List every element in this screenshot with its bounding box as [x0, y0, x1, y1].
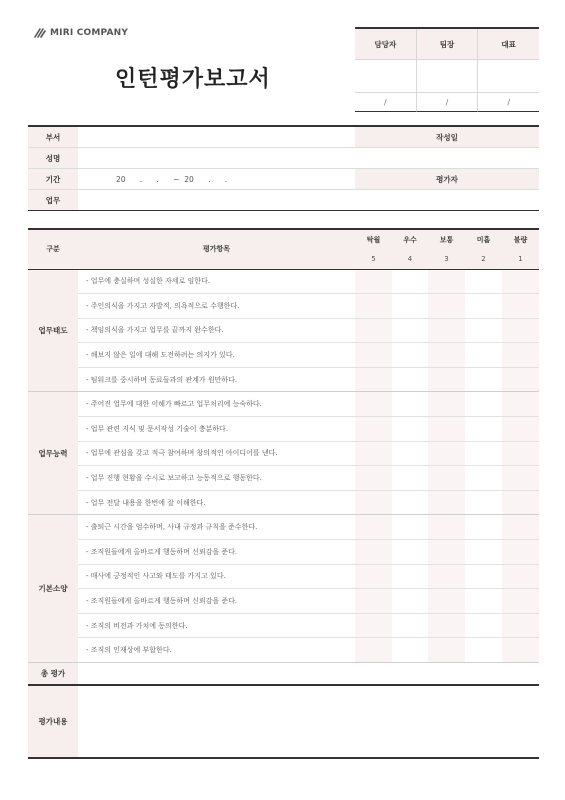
- department-field[interactable]: [78, 127, 355, 147]
- score-cell[interactable]: [355, 564, 392, 589]
- score-cell[interactable]: [355, 466, 392, 491]
- evaluation-item: - 업무 관련 지식 및 문서작성 기술이 충분하다.: [78, 417, 355, 442]
- score-cell[interactable]: [428, 564, 465, 589]
- evaluation-item: - 매사에 긍정적인 사고와 태도를 가지고 있다.: [78, 564, 355, 589]
- score-cell[interactable]: [502, 589, 539, 614]
- score-cell[interactable]: [355, 367, 392, 392]
- evaluation-item: - 업무 전달 내용을 한번에 잘 이해한다.: [78, 490, 355, 515]
- duty-label: 업무: [28, 190, 78, 210]
- score-cell[interactable]: [502, 343, 539, 368]
- score-cell[interactable]: [502, 540, 539, 565]
- approval-box: [355, 27, 539, 112]
- evaluation-item: - 주어진 업무에 대한 이해가 빠르고 업무처리에 능숙하다.: [78, 392, 355, 417]
- table-row: [28, 638, 539, 663]
- score-cell[interactable]: [502, 515, 539, 540]
- approval-date-staff[interactable]: /: [355, 92, 416, 112]
- logo-mark-icon: [34, 28, 46, 38]
- score-cell[interactable]: [465, 269, 502, 294]
- total-label: 총 평가: [28, 663, 78, 685]
- score-cell[interactable]: [392, 269, 428, 294]
- score-cell[interactable]: [355, 294, 392, 319]
- total-field[interactable]: [78, 663, 539, 685]
- category-cell: 기본소양: [28, 515, 78, 663]
- score-cell[interactable]: [392, 589, 428, 614]
- score-cell[interactable]: [392, 613, 428, 638]
- score-cell[interactable]: [465, 367, 502, 392]
- score-cell[interactable]: [502, 564, 539, 589]
- table-row: [28, 564, 539, 589]
- evaluation-item: - 업무에 관심을 갖고 적극 참여하며 창의적인 아이디어를 낸다.: [78, 441, 355, 466]
- score-cell[interactable]: [392, 318, 428, 343]
- score-cell[interactable]: [465, 515, 502, 540]
- grade-label: 불량: [502, 229, 539, 249]
- category-header: 구분: [28, 229, 78, 269]
- table-row: [28, 466, 539, 491]
- score-cell[interactable]: [465, 441, 502, 466]
- evaluation-item: - 출퇴근 시간을 엄수하며, 사내 규정과 규칙을 준수한다.: [78, 515, 355, 540]
- score-cell[interactable]: [428, 294, 465, 319]
- score-cell[interactable]: [392, 515, 428, 540]
- grade-score: 2: [465, 249, 502, 269]
- table-row: [28, 515, 539, 540]
- grade-label: 탁월: [355, 229, 392, 249]
- name-label: 성명: [28, 148, 78, 168]
- department-label: 부서: [28, 127, 78, 147]
- grade-label: 우수: [392, 229, 428, 249]
- table-row: [28, 269, 539, 294]
- evaluation-item: - 업무에 충실하며 성실한 자세로 임한다.: [78, 269, 355, 294]
- evaluation-item: - 책임의식을 가지고 업무를 끝까지 완수한다.: [78, 318, 355, 343]
- score-cell[interactable]: [465, 392, 502, 417]
- score-cell[interactable]: [392, 540, 428, 565]
- score-cell[interactable]: [428, 318, 465, 343]
- score-cell[interactable]: [502, 294, 539, 319]
- score-cell[interactable]: [355, 269, 392, 294]
- score-cell[interactable]: [428, 392, 465, 417]
- item-header: 평가항목: [78, 229, 355, 269]
- period-field[interactable]: 20 . . ~ 20 . .: [116, 174, 228, 184]
- table-row: [28, 613, 539, 638]
- name-field[interactable]: [78, 148, 355, 168]
- score-cell[interactable]: [392, 392, 428, 417]
- score-cell[interactable]: [502, 638, 539, 663]
- score-cell[interactable]: [428, 613, 465, 638]
- score-cell[interactable]: [392, 343, 428, 368]
- score-cell[interactable]: [502, 417, 539, 442]
- score-cell[interactable]: [502, 441, 539, 466]
- table-row: [28, 490, 539, 515]
- written-date-field[interactable]: [355, 148, 539, 168]
- score-cell[interactable]: [355, 441, 392, 466]
- score-cell[interactable]: [392, 490, 428, 515]
- score-cell[interactable]: [502, 318, 539, 343]
- evaluator-label: 평가자: [355, 169, 539, 189]
- score-cell[interactable]: [502, 466, 539, 491]
- period-label: 기간: [28, 169, 78, 189]
- score-cell[interactable]: [355, 318, 392, 343]
- table-row: [28, 318, 539, 343]
- content-label: 평가내용: [28, 685, 78, 758]
- score-cell[interactable]: [502, 392, 539, 417]
- score-cell[interactable]: [465, 318, 502, 343]
- approval-role-ceo: 대표: [477, 29, 539, 59]
- score-cell[interactable]: [465, 589, 502, 614]
- evaluation-item: - 팀워크를 중시하며 동료들과의 관계가 원만하다.: [78, 367, 355, 392]
- evaluation-item: - 조직원들에게 올바르게 행동하며 신뢰감을 준다.: [78, 540, 355, 565]
- table-row: [28, 540, 539, 565]
- score-cell[interactable]: [392, 466, 428, 491]
- info-section: [28, 125, 539, 211]
- score-cell[interactable]: [502, 269, 539, 294]
- score-cell[interactable]: [465, 417, 502, 442]
- grade-score: 5: [355, 249, 392, 269]
- table-row: [28, 392, 539, 417]
- score-cell[interactable]: [502, 367, 539, 392]
- grade-score: 4: [392, 249, 428, 269]
- document-title: 인턴평가보고서: [115, 67, 271, 92]
- approval-date-ceo[interactable]: /: [477, 92, 539, 112]
- approval-role-leader: 팀장: [416, 29, 478, 59]
- score-cell[interactable]: [502, 613, 539, 638]
- table-row: [28, 417, 539, 442]
- score-cell[interactable]: [355, 540, 392, 565]
- evaluation-item: - 조직의 인재상에 부합한다.: [78, 638, 355, 663]
- score-cell[interactable]: [465, 638, 502, 663]
- grade-score: 3: [428, 249, 465, 269]
- evaluation-item: - 업무 진행 현황을 수시로 보고하고 능동적으로 행동한다.: [78, 466, 355, 491]
- evaluation-item: - 해보지 않은 일에 대해 도전하려는 의지가 있다.: [78, 343, 355, 368]
- score-cell[interactable]: [428, 490, 465, 515]
- score-cell[interactable]: [465, 294, 502, 319]
- score-cell[interactable]: [428, 343, 465, 368]
- score-cell[interactable]: [392, 417, 428, 442]
- score-cell[interactable]: [392, 294, 428, 319]
- score-cell[interactable]: [355, 417, 392, 442]
- score-cell[interactable]: [428, 515, 465, 540]
- approval-role-staff: 담당자: [355, 29, 416, 59]
- score-cell[interactable]: [465, 540, 502, 565]
- content-field[interactable]: [78, 685, 539, 758]
- score-cell[interactable]: [502, 490, 539, 515]
- score-cell[interactable]: [355, 490, 392, 515]
- score-cell[interactable]: [355, 613, 392, 638]
- score-cell[interactable]: [428, 540, 465, 565]
- category-cell: 업무태도: [28, 269, 78, 392]
- score-cell[interactable]: [355, 392, 392, 417]
- score-cell[interactable]: [355, 343, 392, 368]
- score-cell[interactable]: [428, 441, 465, 466]
- evaluation-item: - 주인의식을 가지고 자발적, 의욕적으로 수행한다.: [78, 294, 355, 319]
- approval-sign-ceo[interactable]: [477, 59, 539, 92]
- duty-field[interactable]: [78, 190, 355, 210]
- score-cell[interactable]: [465, 564, 502, 589]
- evaluation-table: [28, 228, 539, 759]
- score-cell[interactable]: [392, 564, 428, 589]
- score-cell[interactable]: [465, 466, 502, 491]
- score-cell[interactable]: [355, 589, 392, 614]
- score-cell[interactable]: [392, 367, 428, 392]
- company-logo: [34, 28, 128, 38]
- table-row: [28, 441, 539, 466]
- score-cell[interactable]: [392, 441, 428, 466]
- category-cell: 업무능력: [28, 392, 78, 515]
- company-name: MIRI COMPANY: [50, 28, 129, 38]
- score-cell[interactable]: [428, 466, 465, 491]
- table-row: [28, 294, 539, 319]
- table-row: [28, 343, 539, 368]
- score-cell[interactable]: [428, 269, 465, 294]
- evaluation-item: - 조직원들에게 올바르게 행동하며 신뢰감을 준다.: [78, 589, 355, 614]
- score-cell[interactable]: [428, 638, 465, 663]
- grade-score: 1: [502, 249, 539, 269]
- written-date-label: 작성일: [355, 127, 539, 147]
- score-cell[interactable]: [465, 613, 502, 638]
- score-cell[interactable]: [392, 638, 428, 663]
- score-cell[interactable]: [355, 638, 392, 663]
- approval-sign-staff[interactable]: [355, 59, 416, 92]
- table-row: [28, 589, 539, 614]
- table-row: [28, 367, 539, 392]
- score-cell[interactable]: [428, 367, 465, 392]
- approval-sign-leader[interactable]: [416, 59, 478, 92]
- score-cell[interactable]: [465, 490, 502, 515]
- score-cell[interactable]: [465, 343, 502, 368]
- grade-label: 보통: [428, 229, 465, 249]
- grade-label: 미흡: [465, 229, 502, 249]
- approval-date-leader[interactable]: /: [416, 92, 478, 112]
- score-cell[interactable]: [428, 417, 465, 442]
- evaluator-field[interactable]: [355, 190, 539, 210]
- score-cell[interactable]: [355, 515, 392, 540]
- score-cell[interactable]: [428, 589, 465, 614]
- evaluation-item: - 조직의 비전과 가치에 동의한다.: [78, 613, 355, 638]
